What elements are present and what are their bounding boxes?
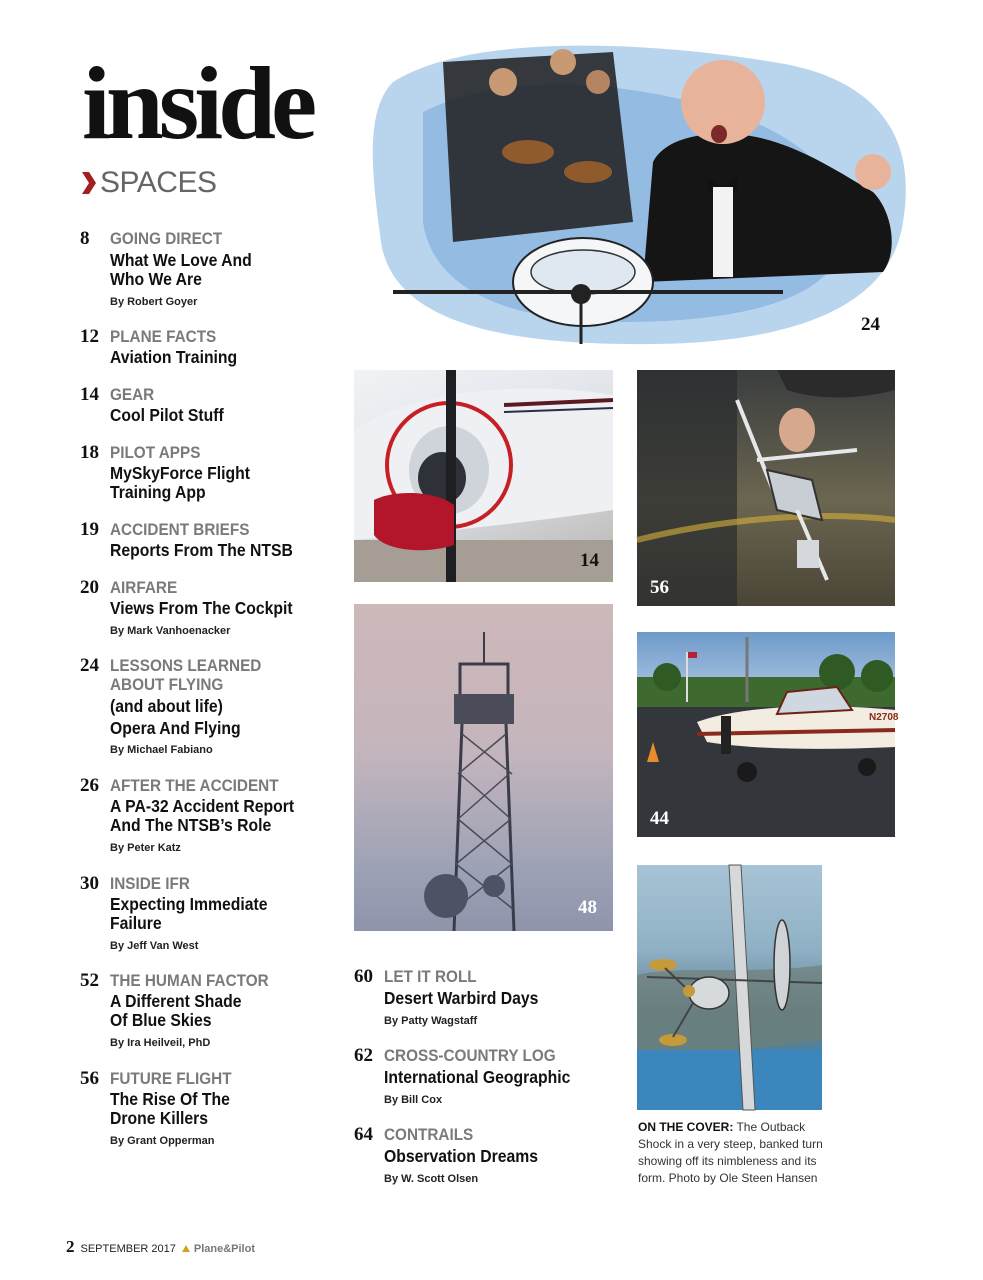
tail-number: N2708 — [869, 712, 899, 723]
toc-title-line: Views From The Cockpit — [110, 598, 293, 618]
toc-page-number: 14 — [80, 384, 99, 405]
photo-page-number: 14 — [580, 550, 599, 571]
toc-page-number: 18 — [80, 442, 99, 463]
cover-caption-text: The Outback Shock in a very steep, banked turn showing off its nimbleness and its form. Photo by Ole Steen Hansen — [638, 1120, 823, 1185]
toc-title-line: Expecting Immediate — [110, 894, 268, 914]
toc-department: PLANE FACTS — [110, 327, 217, 346]
toc-department: GEAR — [110, 385, 155, 404]
toc-page-number: 64 — [354, 1124, 373, 1145]
cover-caption-label: ON THE COVER: — [638, 1120, 734, 1134]
toc-byline: By Ira Heilveil, PhD — [110, 1037, 211, 1049]
toc-page-number: 52 — [80, 970, 99, 991]
toc-department: AFTER THE ACCIDENT — [110, 776, 279, 795]
photo-page-number: 56 — [650, 577, 669, 598]
page-footer — [66, 1237, 255, 1257]
toc-page-number: 60 — [354, 966, 373, 987]
toc-department: THE HUMAN FACTOR — [110, 971, 269, 990]
toc-title-line: The Rise Of The — [110, 1089, 230, 1109]
toc-title-line: (and about life) — [110, 696, 223, 716]
toc-page-number: 56 — [80, 1068, 99, 1089]
toc-page-number: 26 — [80, 775, 99, 796]
toc-page-number: 12 — [80, 326, 99, 347]
toc-page-number: 30 — [80, 873, 99, 894]
cherokee-photo[interactable] — [637, 632, 899, 837]
toc-byline: By Peter Katz — [110, 842, 181, 854]
toc-byline: By Robert Goyer — [110, 296, 198, 308]
brand-name: Plane&Pilot — [193, 1242, 255, 1255]
toc-title-line: Who We Are — [110, 269, 202, 289]
toc-byline: By W. Scott Olsen — [384, 1173, 479, 1185]
toc-department: CROSS-COUNTRY LOG — [384, 1046, 556, 1065]
toc-byline: By Patty Wagstaff — [384, 1015, 478, 1027]
drone-photo[interactable] — [637, 370, 895, 606]
toc-title-line: A Different Shade — [110, 991, 242, 1011]
toc-title-line: Desert Warbird Days — [384, 988, 539, 1008]
toc-page-number: 24 — [80, 655, 99, 676]
toc-byline: By Jeff Van West — [110, 940, 199, 952]
toc-byline: By Michael Fabiano — [110, 744, 213, 756]
toc-department-line: ABOUT FLYING — [110, 675, 224, 694]
toc-title-line: Aviation Training — [110, 347, 238, 367]
toc-byline: By Grant Opperman — [110, 1135, 215, 1147]
photo-page-number: 44 — [650, 808, 669, 829]
toc-department: AIRFARE — [110, 578, 178, 597]
toc-department: FUTURE FLIGHT — [110, 1069, 232, 1088]
toc-title-line: MySkyForce Flight — [110, 463, 251, 483]
tower-photo[interactable] — [354, 604, 613, 931]
toc-department: LET IT ROLL — [384, 967, 477, 986]
section-label — [82, 166, 217, 200]
toc-page-number: 19 — [80, 519, 99, 540]
toc-department: CONTRAILS — [384, 1125, 474, 1144]
toc-title-line: Reports From The NTSB — [110, 540, 293, 560]
toc-title-line: Training App — [110, 482, 206, 502]
photo-page-number: 24 — [861, 314, 880, 335]
page-title: inside — [82, 46, 313, 161]
chevron-right-icon — [82, 172, 96, 194]
triangle-icon — [182, 1245, 190, 1252]
toc-department: INSIDE IFR — [110, 874, 190, 893]
toc-department: GOING DIRECT — [110, 229, 223, 248]
opera-illustration[interactable] — [353, 22, 926, 348]
toc-department: PILOT APPS — [110, 443, 201, 462]
toc-title-line: Observation Dreams — [384, 1146, 539, 1166]
toc-title-line: Failure — [110, 913, 162, 933]
section-label-text: SPACES — [100, 166, 217, 199]
cover-caption — [638, 1119, 828, 1187]
toc-page-number: 8 — [80, 228, 90, 249]
toc-title-line: Of Blue Skies — [110, 1010, 212, 1030]
toc-byline: By Bill Cox — [384, 1094, 443, 1106]
propeller-photo[interactable] — [354, 370, 613, 582]
toc-title-line: And The NTSB’s Role — [110, 815, 272, 835]
cover-photo[interactable] — [637, 865, 822, 1110]
folio-page-number: 2 — [66, 1237, 75, 1256]
toc-department: ACCIDENT BRIEFS — [110, 520, 250, 539]
toc-title-line: International Geographic — [384, 1067, 571, 1087]
toc-byline: By Mark Vanhoenacker — [110, 625, 231, 637]
toc-page-number: 20 — [80, 577, 99, 598]
toc-title-line: A PA-32 Accident Report — [110, 796, 295, 816]
toc-title-line: Opera And Flying — [110, 718, 241, 738]
brand — [182, 1243, 255, 1255]
photo-page-number: 48 — [578, 897, 597, 918]
toc-page-number: 62 — [354, 1045, 373, 1066]
toc-title-line: Cool Pilot Stuff — [110, 405, 224, 425]
toc-title-line: What We Love And — [110, 250, 252, 270]
issue-date: SEPTEMBER 2017 — [80, 1243, 176, 1255]
toc-department: LESSONS LEARNED — [110, 656, 262, 675]
toc-title-line: Drone Killers — [110, 1108, 209, 1128]
